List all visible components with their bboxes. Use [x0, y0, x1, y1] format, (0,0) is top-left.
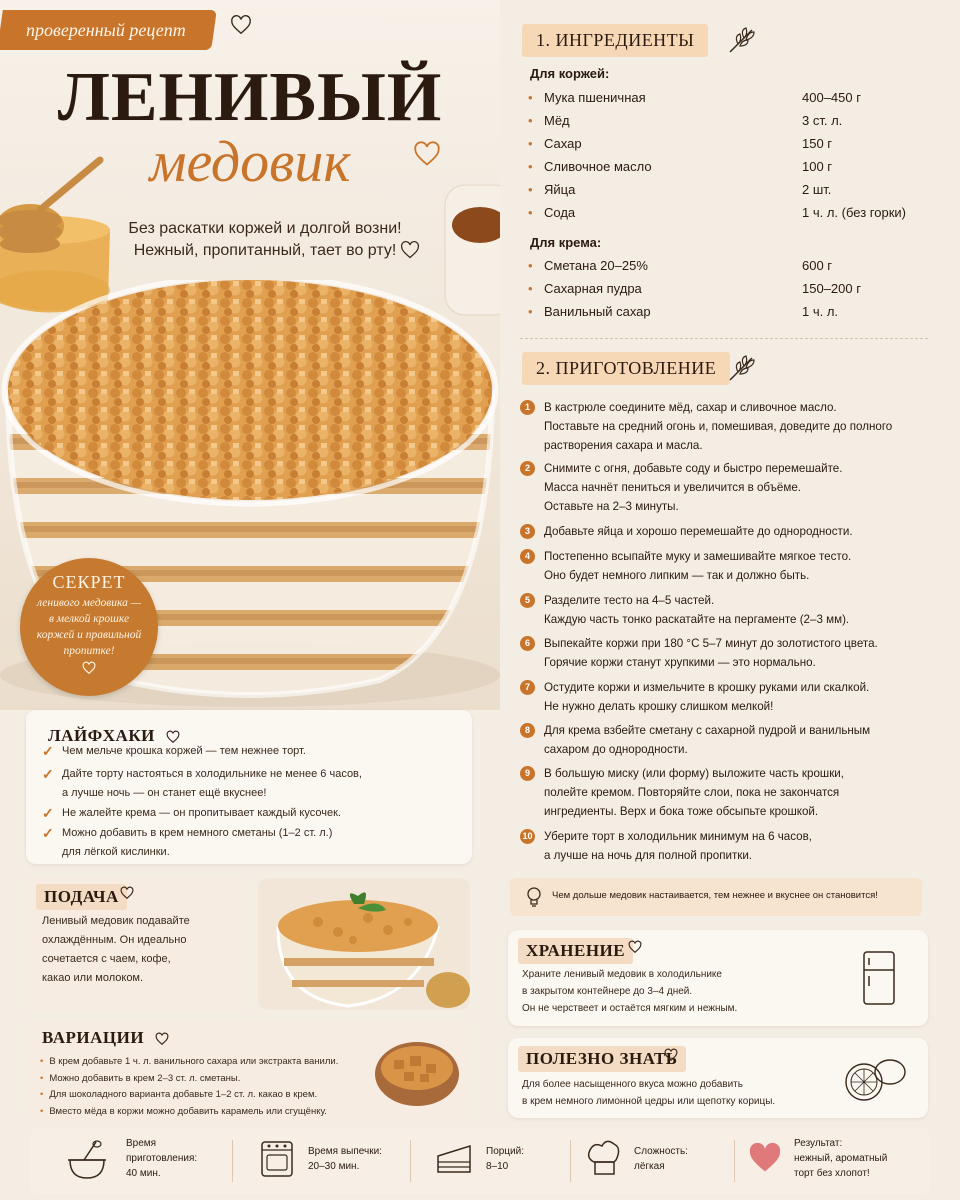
section-divider	[520, 338, 928, 339]
page-title: ЛЕНИВЫЙ	[57, 59, 443, 136]
heart-outline-icon	[412, 140, 442, 168]
crust-ingredient-list	[528, 90, 928, 230]
cake-slice-icon	[436, 1142, 472, 1176]
step-number: 8	[520, 723, 535, 738]
prep-step: 7 Остудите коржи и измельчите в крошку руками или скалкой. Не нужно делать крошку слишком мелкой!	[520, 678, 940, 716]
serving-line: сочетается с чаем, кофе,	[42, 953, 171, 965]
heart-outline-icon	[120, 886, 134, 900]
lifehack-item: ✓ Можно добавить в крем немного сметаны (1–2 ст. л.) для лёгкой кислинки.	[42, 825, 333, 858]
variation-item: • Можно добавить в крем 2–3 ст. л. сметаны.	[40, 1071, 338, 1088]
ingredient-row: • Мука пшеничная 400–450 г	[528, 90, 861, 105]
recipe-info-footer	[30, 1128, 930, 1194]
checkmark-icon: ✓	[42, 743, 54, 759]
serving-line: охлаждённым. Он идеально	[42, 934, 187, 946]
herb-leaf-icon	[726, 24, 758, 56]
heart-outline-icon	[628, 940, 642, 954]
hero-panel	[0, 0, 500, 710]
oven-icon	[260, 1140, 294, 1178]
step-number: 10	[520, 829, 535, 844]
lightbulb-icon	[524, 886, 544, 908]
footer-prep-time: Время приготовления: 40 мин.	[30, 1128, 220, 1194]
prep-step: 2 Снимите с огня, добавьте соду и быстро перемешайте. Масса начнёт пениться и увеличится в объёме. Оставьте на 2–3 минуты.	[520, 459, 940, 516]
prep-step: 3 Добавьте яйца и хорошо перемешайте до однородности.	[520, 522, 940, 541]
tip-text: Чем дольше медовик настаивается, тем нежнее и вкуснее он становится!	[552, 890, 878, 901]
tagline-1: Без раскатки коржей и долгой возни!	[128, 220, 402, 237]
heart-outline-icon	[155, 1032, 169, 1046]
footer-portions: Порций: 8–10	[418, 1128, 568, 1194]
prep-step: 6 Выпекайте коржи при 180 °С 5–7 минут до золотистого цвета. Горячие коржи станут хрупкими — это нормально.	[520, 634, 940, 672]
serving-photo	[258, 878, 470, 1010]
useful-info-line: в крем немного лимонной цедры или щепотку корицы.	[522, 1096, 776, 1107]
mixing-bowl-icon	[66, 1138, 108, 1182]
prep-step: 5 Разделите тесто на 4–5 частей. Каждую часть тонко раскатайте на пергаменте (2–3 мм).	[520, 591, 940, 629]
ingredient-row: • Мёд 3 ст. л.	[528, 113, 843, 128]
serving-line: какао или молоком.	[42, 972, 144, 984]
chef-hat-icon	[586, 1138, 622, 1180]
ingredient-row: • Сливочное масло 100 г	[528, 159, 833, 174]
step-number: 5	[520, 593, 535, 608]
step-number: 4	[520, 549, 535, 564]
prep-step: 4 Постепенно всыпайте муку и замешивайте мягкое тесто. Оно будет немного липким — так и должно быть.	[520, 547, 940, 585]
herb-leaf-icon	[726, 352, 758, 384]
storage-card	[508, 930, 928, 1026]
ingredient-row: • Яйца 2 шт.	[528, 182, 832, 197]
useful-info-line: Для более насыщенного вкуса можно добавить	[522, 1079, 743, 1090]
ingredient-row: • Сода 1 ч. л. (без горки)	[528, 205, 906, 220]
secret-line: коржей и правильной	[36, 629, 142, 641]
heart-filled-icon	[746, 1140, 784, 1176]
heart-outline-icon	[400, 240, 420, 260]
lifehacks-title: ЛАЙФХАКИ	[48, 726, 180, 746]
heart-outline-icon	[664, 1048, 678, 1062]
useful-info-title: ПОЛЕЗНО ЗНАТЬ	[526, 1049, 678, 1068]
step-number: 1	[520, 400, 535, 415]
crumb-bowl-image	[374, 1034, 460, 1108]
footer-difficulty: Сложность: лёгкая	[578, 1128, 728, 1194]
variations-card	[26, 1020, 470, 1120]
storage-line: Он не черствеет и остаётся мягким и нежным.	[522, 1003, 738, 1014]
prep-step: 10 Уберите торт в холодильник минимум на 6 часов, а лучше на ночь для полной пропитки.	[520, 827, 940, 865]
fridge-icon	[862, 950, 896, 1006]
prep-step: 1 В кастрюле соедините мёд, сахар и сливочное масло. Поставьте на средний огонь и, помешивая, доведите до полного растворения сахара и масла.	[520, 398, 940, 455]
ingredient-row: • Сметана 20–25% 600 г	[528, 258, 833, 273]
serving-title: ПОДАЧА	[44, 887, 119, 906]
checkmark-icon: ✓	[42, 766, 54, 782]
lifehack-item: ✓ Не жалейте крема — он пропитывает каждый кусочек.	[42, 805, 341, 821]
variation-item: • Вместо мёда в коржи можно добавить карамель или сгущёнку.	[40, 1104, 338, 1121]
ingredient-row: • Ванильный сахар 1 ч. л.	[528, 304, 839, 319]
lifehacks-card	[26, 710, 472, 864]
step-number: 6	[520, 636, 535, 651]
lemon-slice-icon	[842, 1052, 908, 1104]
lifehack-item: ✓ Чем мельче крошка коржей — тем нежнее торт.	[42, 743, 306, 759]
lifehack-item: ✓ Дайте торту настояться в холодильнике не менее 6 часов, а лучше ночь — он станет ещё вкуснее!	[42, 766, 362, 799]
ingredients-heading: 1. ИНГРЕДИЕНТЫ	[522, 24, 708, 57]
checkmark-icon: ✓	[42, 805, 54, 821]
storage-title: ХРАНЕНИЕ	[526, 941, 626, 960]
step-number: 2	[520, 461, 535, 476]
variation-item: • В крем добавьте 1 ч. л. ванильного сахара или экстракта ванили.	[40, 1054, 338, 1071]
secret-line: пропитке!	[63, 645, 115, 657]
tagline-2: Нежный, пропитанный, тает во рту!	[133, 242, 397, 259]
crust-subtitle: Для коржей:	[530, 66, 610, 81]
storage-line: Храните ленивый медовик в холодильнике	[522, 969, 722, 980]
step-number: 9	[520, 766, 535, 781]
tip-banner	[510, 878, 922, 916]
verified-recipe-tag: проверенный рецепт	[0, 10, 217, 50]
useful-info-card	[508, 1038, 928, 1118]
cream-subtitle: Для крема:	[530, 235, 602, 250]
page-subtitle-script: медовик	[149, 129, 351, 194]
secret-line: в мелкой крошке	[48, 613, 130, 625]
secret-line: ленивого медовика —	[37, 597, 141, 609]
ingredient-row: • Сахарная пудра 150–200 г	[528, 281, 861, 296]
secret-title: СЕКРЕТ	[52, 572, 126, 592]
variations-title: ВАРИАЦИИ	[42, 1028, 169, 1048]
heart-outline-icon	[230, 14, 252, 36]
footer-bake-time: Время выпечки: 20–30 мин.	[240, 1128, 410, 1194]
storage-line: в закрытом контейнере до 3–4 дней.	[522, 986, 693, 997]
heart-outline-icon	[82, 661, 96, 675]
step-number: 7	[520, 680, 535, 695]
serving-line: Ленивый медовик подавайте	[42, 915, 190, 927]
prep-step: 9 В большую миску (или форму) выложите часть крошки, полейте кремом. Повторяйте слои, пока не закончатся ингредиенты. Верх и бока тоже обсыпьте крошкой.	[520, 764, 940, 821]
prep-step: 8 Для крема взбейте сметану с сахарной пудрой и ванильным сахаром до однородности.	[520, 721, 940, 759]
step-number: 3	[520, 524, 535, 539]
checkmark-icon: ✓	[42, 825, 54, 841]
cake-glass-image	[258, 878, 470, 1010]
serving-card	[26, 878, 246, 1010]
ingredient-row: • Сахар 150 г	[528, 136, 833, 151]
variation-item: • Для шоколадного варианта добавьте 1–2 ст. л. какао в крем.	[40, 1087, 338, 1104]
secret-badge	[20, 558, 158, 696]
cream-ingredient-list	[528, 258, 928, 328]
footer-result: Результат: нежный, ароматный торт без хлопот!	[742, 1128, 930, 1194]
preparation-heading: 2. ПРИГОТОВЛЕНИЕ	[522, 352, 730, 385]
